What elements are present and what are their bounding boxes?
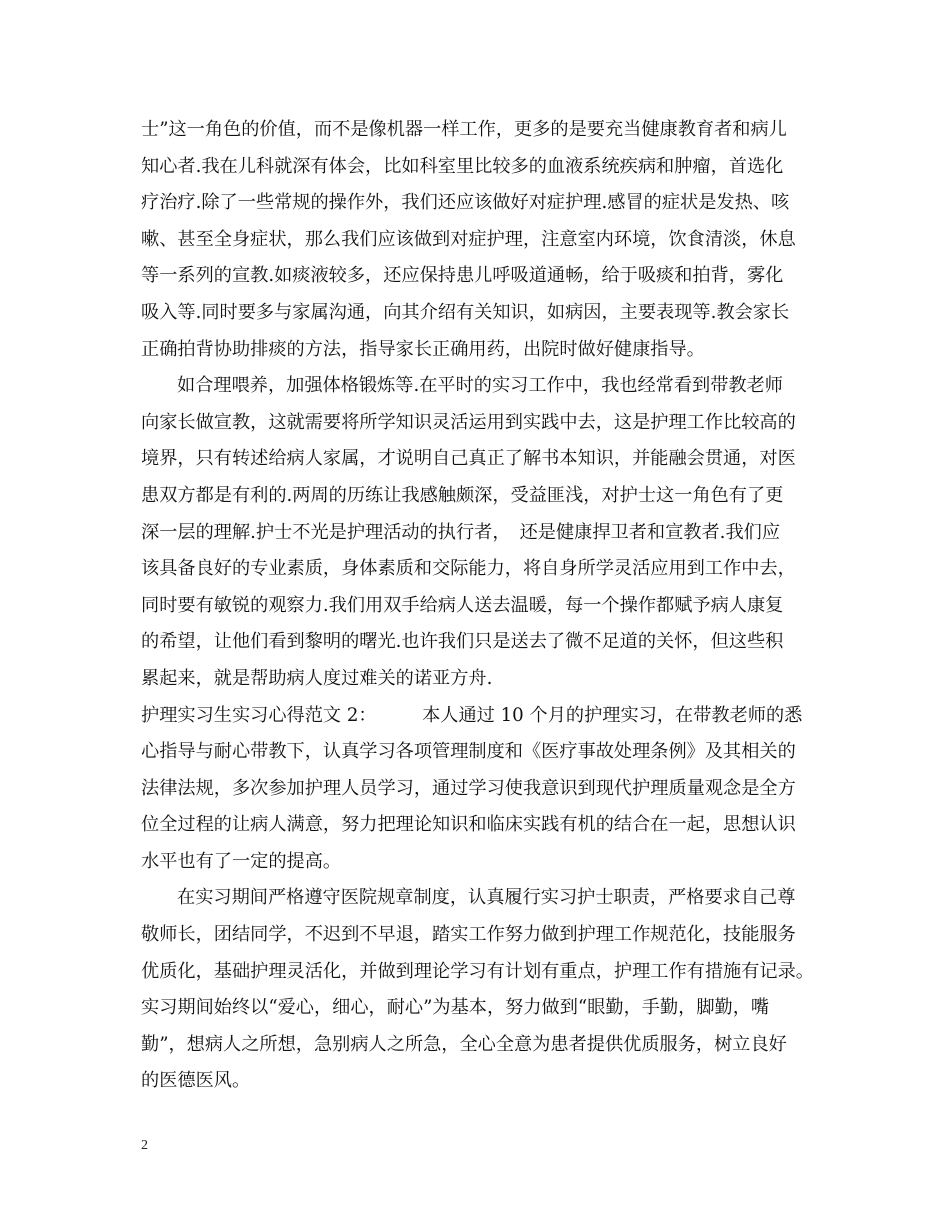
paragraph-1 bbox=[141, 112, 826, 368]
text-line: 实习期间始终以“爱心，细心，耐心”为基本，努力做到“眼勤，手勤，脚勤，嘴 bbox=[141, 997, 770, 1019]
text-line: 向家长做宣教，这就需要将所学知识灵活运用到实践中去，这是护理工作比较高的 bbox=[141, 411, 796, 433]
text-line: 知心者.我在儿科就深有体会，比如科室里比较多的血液系统疾病和肿瘤，首选化 bbox=[141, 155, 784, 177]
text-line: 位全过程的让病人满意，努力把理论知识和临床实践有机的结合在一起，思想认识 bbox=[141, 814, 796, 836]
document-body bbox=[141, 112, 826, 1100]
text-line: 的希望，让他们看到黎明的曙光.也许我们只是送去了微不足道的关怀，但这些积 bbox=[141, 631, 784, 653]
text-line: 吸入等.同时要多与家属沟通，向其介绍有关知识，如病因，主要表现等.教会家长 bbox=[141, 301, 790, 323]
text-line: 累起来，就是帮助病人度过难关的诺亚方舟. bbox=[141, 667, 493, 689]
text-line: 深一层的理解.护士不光是护理活动的执行者， 还是健康捍卫者和宣教者.我们应 bbox=[141, 521, 781, 543]
text-line: 优质化，基础护理灵活化，并做到理论学习有计划有重点，护理工作有措施有记录。 bbox=[141, 960, 814, 982]
text-line: 士”这一角色的价值，而不是像机器一样工作，更多的是要充当健康教育者和病儿 bbox=[141, 119, 787, 140]
text-line: 水平也有了一定的提高。 bbox=[141, 850, 342, 872]
text-line: 境界，只有转述给病人家属，才说明自己真正了解书本知识，并能融会贯通，对医 bbox=[141, 448, 796, 470]
text-line: 患双方都是有利的.两周的历练让我感触颇深，受益匪浅，对护士这一角色有了更 bbox=[141, 484, 784, 506]
text-line: 法律法规，多次参加护理人员学习，通过学习使我意识到现代护理质量观念是全方 bbox=[141, 777, 796, 799]
text-line: 嗽、甚至全身症状，那么我们应该做到对症护理，注意室内环境，饮食清淡，休息 bbox=[141, 228, 796, 250]
text-line: 敬师长，团结同学，不迟到不早退，踏实工作努力做到护理工作规范化，技能服务 bbox=[141, 924, 796, 946]
text-line: 在实习期间严格遵守医院规章制度，认真履行实习护士职责，严格要求自己尊 bbox=[177, 887, 796, 909]
text-line: 如合理喂养，加强体格锻炼等.在平时的实习工作中，我也经常看到带教老师 bbox=[177, 375, 783, 397]
text-line: 疗治疗.除了一些常规的操作外，我们还应该做好对症护理.感冒的症状是发热、咳 bbox=[141, 192, 790, 214]
text-line: 正确拍背协助排痰的方法，指导家长正确用药，出院时做好健康指导。 bbox=[141, 338, 705, 360]
text-line: 同时要有敏锐的观察力.我们用双手给病人送去温暖，每一个操作都赋予病人康复 bbox=[141, 594, 784, 616]
paragraph-2 bbox=[141, 368, 826, 697]
paragraph-4 bbox=[141, 880, 826, 1100]
paragraph-3 bbox=[141, 698, 826, 881]
text-line: 勤”，想病人之所想，急别病人之所急，全心全意为患者提供优质服务，树立良好 bbox=[141, 1033, 787, 1055]
text-line: 的医德医风。 bbox=[141, 1070, 251, 1092]
text-line: 护理实习生实习心得范文 2： 本人通过 10 个月的护理实习，在带教老师的悉 bbox=[141, 704, 803, 726]
page-number: 2 bbox=[141, 1138, 148, 1153]
text-line: 该具备良好的专业素质，身体素质和交际能力，将自身所学灵活应用到工作中去， bbox=[141, 558, 796, 580]
text-line: 等一系列的宣教.如痰液较多，还应保持患儿呼吸道通畅，给于吸痰和拍背，雾化 bbox=[141, 265, 784, 287]
text-line: 心指导与耐心带教下，认真学习各项管理制度和《医疗事故处理条例》及其相关的 bbox=[141, 741, 796, 763]
